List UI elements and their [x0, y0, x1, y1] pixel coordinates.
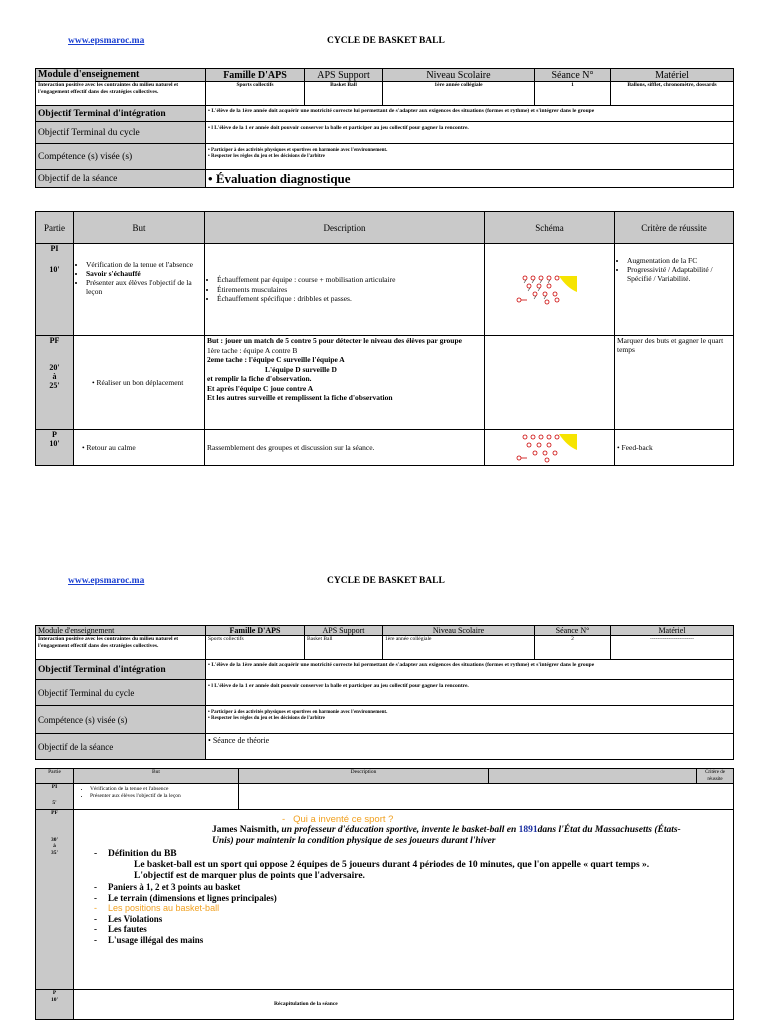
question: - Qui a inventé ce sport ? [282, 814, 394, 825]
def-title: - Définition du BB [94, 849, 177, 859]
th-description: Description [205, 212, 485, 244]
pfin-schema [485, 430, 615, 466]
schema-players-drawing [487, 270, 613, 310]
info-table-2 [35, 625, 734, 760]
th-description: Description [239, 769, 489, 784]
col-materiel: Matériel [611, 626, 734, 636]
col-seance: Séance N° [535, 69, 611, 82]
th-empty [489, 769, 697, 784]
item-violations: - Les Violations [94, 913, 163, 924]
pf-description: But : jouer un match de 5 contre 5 pour détecter le niveau des élèves par groupe 1ère tache : équipe A contre B 2eme tache : l'équipe C surveille l'équipe A L'équipe D surveille D et remplir la fiche d'observation. Et après l'équipe C joue contre A Et les autres surveille et remplissent la fiche d'observation [205, 336, 485, 430]
niveau-value: 1ère année collégiale [383, 82, 535, 106]
col-aps: APS Support [305, 69, 383, 82]
pfin-description: Récapitulation de la séance [74, 990, 734, 1020]
pf-partie: PF 30' à 35' [36, 810, 74, 990]
col-niveau: Niveau Scolaire [383, 69, 535, 82]
seance-value: 1 [535, 82, 611, 106]
objectif-seance-value: • Séance de théorie [206, 734, 734, 760]
page-title-2: CYCLE DE BASKET BALL [327, 576, 445, 586]
th-but: But [74, 769, 239, 784]
otc-text: • l L'élève de la 1 er année doit pouvoir conserver la balle et participer au jeu collectif pour gagner la rencontre. [206, 122, 734, 144]
pf-schema [485, 336, 615, 430]
objectif-seance-value: • Évaluation diagnostique [206, 170, 734, 188]
competence-text: • Participer à des activités physiques et sportives en harmonie avec l'environnement. • Respecter les règles du jeu et les décisions de l'arbitre [206, 706, 734, 734]
th-partie: Partie [36, 212, 74, 244]
otc-label: Objectif Terminal du cycle [36, 680, 206, 706]
famille-value: Sports collectifs [206, 636, 305, 660]
col-famille: Famille D'APS [206, 69, 305, 82]
pfin-critere: • Feed-back [615, 430, 734, 466]
th-critere: Critère de réussite [615, 212, 734, 244]
objectif-seance-label: Objectif de la séance [36, 734, 206, 760]
item-terrain: - Le terrain (dimensions et lignes principales) [94, 892, 277, 903]
item-paniers: - Paniers à 1, 2 et 3 points au basket [94, 882, 241, 892]
materiel-value: Ballons, sifflet, chronomètre, dossards [611, 82, 734, 106]
pfin-partie: P 10' [36, 990, 74, 1020]
oti-text: • L'élève de la 1ère année doit acquérir une motricité correcte lui permettant de s'adapter aux exigences des situations (formes et rythme) et s'intégrer dans le groupe [206, 106, 734, 122]
module-text: Interaction positive avec les contraintes du milieu naturel et l'engagement effectif dans des stratégies collectives. [36, 82, 206, 106]
info-table [35, 68, 734, 188]
th-partie: Partie [36, 769, 74, 784]
competence-label: Compétence (s) visée (s) [36, 706, 206, 734]
competence-text: • Participer à des activités physiques et sportives en harmonie avec l'environnement. • Respecter les règles du jeu et les décisions de l'arbitre [206, 144, 734, 170]
item-positions: - Les positions au basket-ball [94, 903, 220, 913]
pi-description: • Échauffement par équipe : course + mobilisation articulaire • Étirements musculaires • Échauffement spécifique : dribbles et passes. [205, 244, 485, 336]
th-but: But [74, 212, 205, 244]
page-title: CYCLE DE BASKET BALL [327, 36, 445, 46]
oti-text: • L'élève de la 1ère année doit acquérir une motricité correcte lui permettant de s'adapter aux exigences des situations (formes et rythme) et s'intégrer dans le groupe [206, 660, 734, 680]
pi-partie: PI 5' [36, 784, 74, 810]
def-text: Le basket-ball est un sport qui oppose 2 équipes de 5 joueurs durant 4 périodes de 10 minutes, que l'on appelle « quart temps ». L'objectif est de marquer plus de points que l'adversaire. [134, 860, 650, 881]
pf-partie: PF 20' à 25' [36, 336, 74, 430]
pf-critere: Marquer des buts et gagner le quart temps [615, 336, 734, 430]
site-link[interactable]: www.epsmaroc.ma [68, 36, 145, 46]
seance-value: 2 [535, 636, 611, 660]
module-text: Interaction positive avec les contraintes du milieu naturel et l'engagement effectif dans des stratégies collectives. [36, 636, 206, 660]
pfin-description: Rassemblement des groupes et discussion sur la séance. [205, 430, 485, 466]
pi-description [239, 784, 734, 810]
pi-schema [485, 244, 615, 336]
pfin-but: • Retour au calme [74, 430, 205, 466]
famille-value: Sports collectifs [206, 82, 305, 106]
pfin-partie: P 10' [36, 430, 74, 466]
materiel-value: ------------------------ [611, 636, 734, 660]
col-seance: Séance N° [535, 626, 611, 636]
oti-label: Objectif Terminal d'intégration [36, 106, 206, 122]
pi-but: • Vérification de la tenue et l'absence • Savoir s'échauffé • Présenter aux élèves l'objectif de la leçon [74, 244, 205, 336]
oti-label: Objectif Terminal d'intégration [36, 660, 206, 680]
col-materiel: Matériel [611, 69, 734, 82]
th-critere: Critère de réussite [697, 769, 734, 784]
pf-but: • Réaliser un bon déplacement [74, 336, 205, 430]
pf-theory [74, 810, 734, 990]
item-mains: - L'usage illégal des mains [94, 934, 204, 945]
item-fautes: - Les fautes [94, 924, 147, 934]
schema-players-drawing [487, 432, 613, 464]
niveau-value: 1ère année collégiale [383, 636, 535, 660]
pi-critere: • Augmentation de la FC • Progressivité / Adaptabilité / Spécifié / Variabilité. [615, 244, 734, 336]
competence-label: Compétence (s) visée (s) [36, 144, 206, 170]
aps-value: Basket Ball [305, 636, 383, 660]
lesson-table [35, 211, 734, 466]
naismith-text: James Naismith, un professeur d'éducation sportive, invente le basket-ball en 1891dans l'État du Massachusetts (États-Unis) pour maintenir la condition physique de ses joueurs durant l'hiver [212, 825, 681, 846]
pi-but: • Vérification de la tenue et l'absence • Présenter aux élèves l'objectif de la leçon [74, 784, 239, 810]
col-aps: APS Support [305, 626, 383, 636]
th-schema: Schéma [485, 212, 615, 244]
otc-label: Objectif Terminal du cycle [36, 122, 206, 144]
pi-partie: PI 10' [36, 244, 74, 336]
otc-text: • l L'élève de la 1 er année doit pouvoir conserver la balle et participer au jeu collectif pour gagner la rencontre. [206, 680, 734, 706]
col-famille: Famille D'APS [206, 626, 305, 636]
col-module: Module d'enseignement [36, 69, 206, 82]
col-module: Module d'enseignement [36, 626, 206, 636]
lesson-table-2 [35, 768, 734, 1020]
col-niveau: Niveau Scolaire [383, 626, 535, 636]
aps-value: Basket Ball [305, 82, 383, 106]
objectif-seance-label: Objectif de la séance [36, 170, 206, 188]
site-link-2[interactable]: www.epsmaroc.ma [68, 576, 145, 586]
